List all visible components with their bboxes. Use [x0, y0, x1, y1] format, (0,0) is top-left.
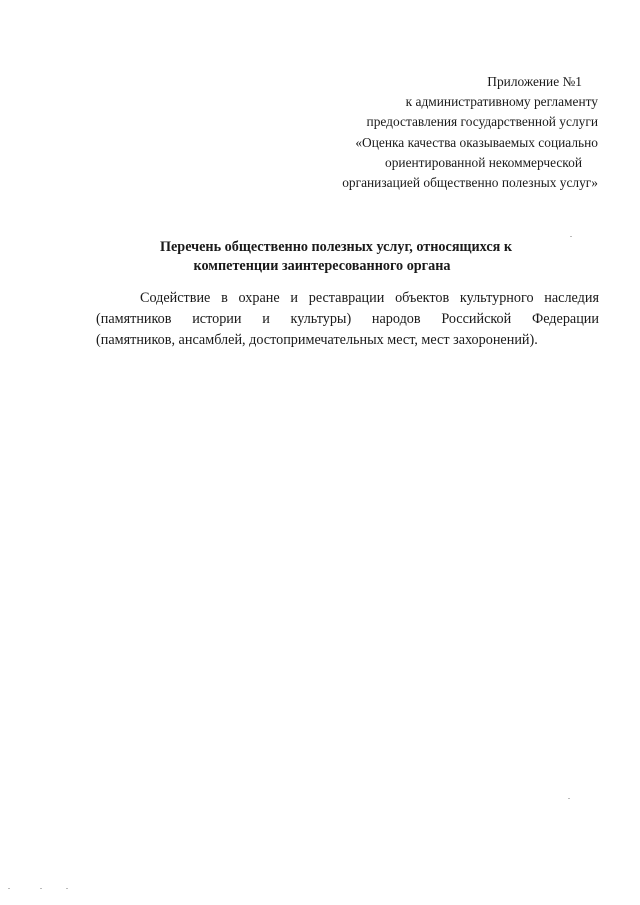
body-line: (памятников, ансамблей, достопримечательных мест, мест захоронений). [96, 332, 538, 348]
appendix-line: предоставления государственной услуги [366, 114, 598, 130]
title-line: компетенции заинтересованного органа [193, 257, 451, 274]
appendix-line: к административному регламенту [405, 94, 598, 110]
appendix-header [278, 72, 598, 193]
appendix-line: «Оценка качества оказываемых социально [355, 134, 598, 150]
title-line: Перечень общественно полезных услуг, относящихся к [159, 239, 513, 255]
scan-speck [66, 888, 68, 889]
scan-speck [40, 888, 42, 889]
scan-speck [568, 798, 570, 799]
appendix-line: организацией общественно полезных услуг» [342, 175, 598, 191]
scan-speck [8, 888, 10, 889]
body-paragraph [96, 288, 599, 351]
appendix-line: ориентированной некоммерческой [385, 154, 582, 170]
document-title [96, 238, 576, 275]
body-line: Содействие в охране и реставрации объектов культурного наследия [140, 290, 599, 306]
body-line: (памятников истории и культуры) народов Российской Федерации [96, 311, 599, 327]
scan-speck [570, 236, 572, 237]
appendix-number: Приложение №1 [487, 74, 582, 89]
